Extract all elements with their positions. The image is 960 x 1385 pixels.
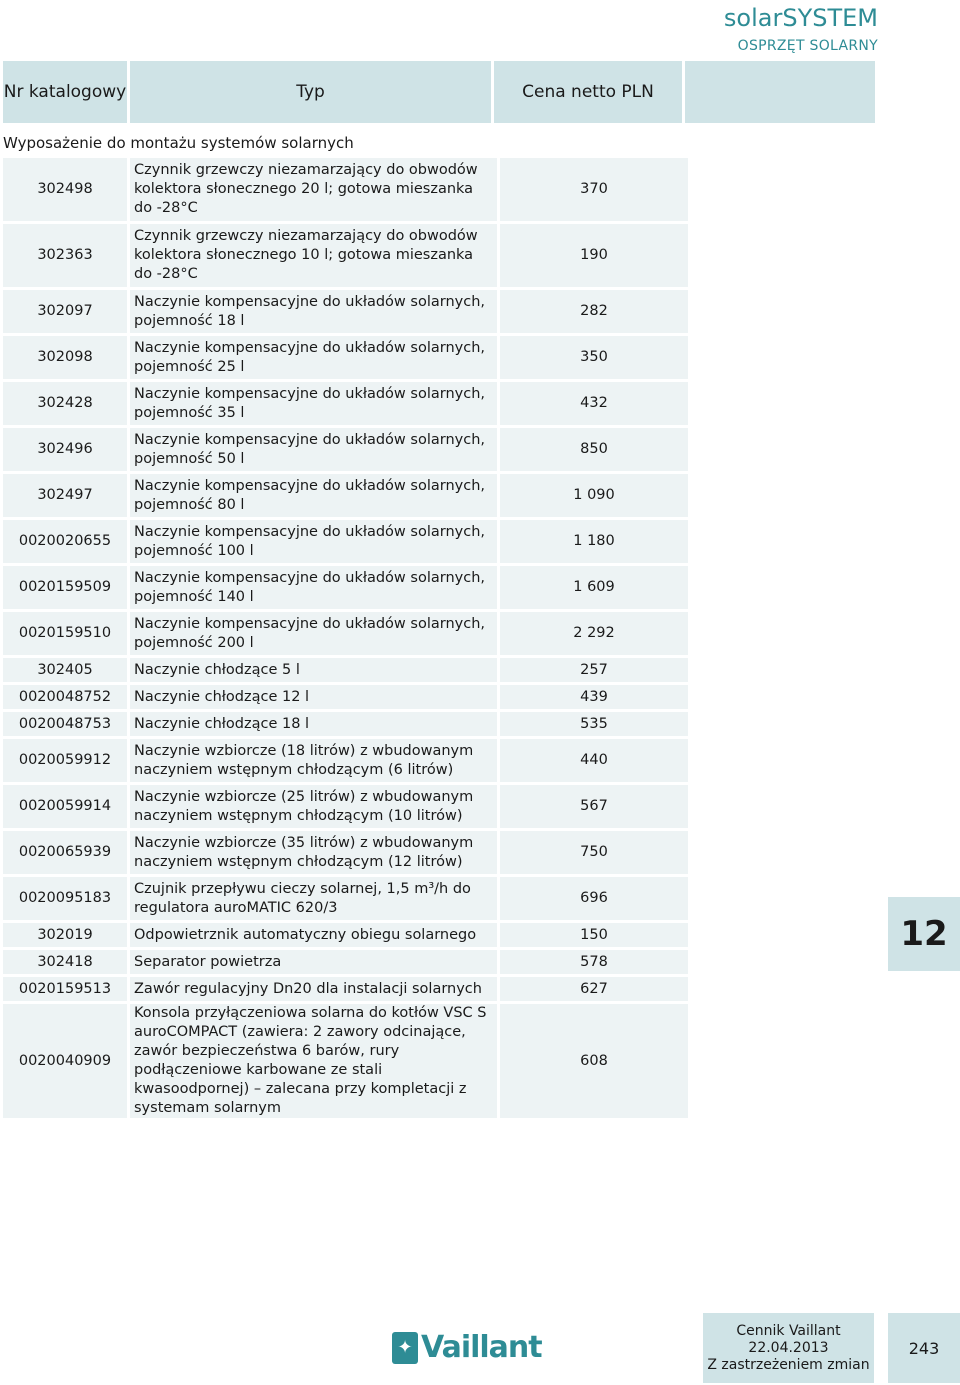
cell-nr: 0020095183 [3,877,130,920]
cell-typ: Czujnik przepływu cieczy solarnej, 1,5 m³/h do regulatora auroMATIC 620/3 [130,877,500,920]
cell-cena: 439 [500,685,688,709]
cell-nr: 0020020655 [3,520,130,563]
cell-cena: 257 [500,658,688,682]
cell-typ: Naczynie kompensacyjne do układów solarnych, pojemność 80 l [130,474,500,517]
cell-nr: 0020059914 [3,785,130,828]
vaillant-logo [392,1330,542,1365]
cell-typ: Naczynie chłodzące 12 l [130,685,500,709]
logo-text: Vaillant [421,1330,542,1365]
cell-cena: 282 [500,290,688,333]
cell-cena: 1 180 [500,520,688,563]
cell-cena: 850 [500,428,688,471]
cell-nr: 302497 [3,474,130,517]
cell-nr: 302098 [3,336,130,379]
cell-nr: 302097 [3,290,130,333]
table-row [3,877,688,920]
table-row [3,831,688,874]
cell-typ: Czynnik grzewczy niezamarzający do obwodów kolektora słonecznego 10 l; gotowa mieszanka do -28°C [130,224,500,287]
cell-typ: Naczynie wzbiorcze (25 litrów) z wbudowanym naczyniem wstępnym chłodzącym (10 litrów) [130,785,500,828]
cell-cena: 567 [500,785,688,828]
header-nr: Nr katalogowy [3,61,127,123]
table-row [3,1004,688,1118]
chapter-tab: 12 [888,897,960,971]
cell-cena: 440 [500,739,688,782]
cell-typ: Zawór regulacyjny Dn20 dla instalacji solarnych [130,977,500,1001]
cell-nr: 302418 [3,950,130,974]
footer-line1: Cennik Vaillant [736,1322,841,1339]
cell-nr: 302496 [3,428,130,471]
table-row [3,566,688,609]
cell-nr: 0020059912 [3,739,130,782]
cell-typ: Konsola przyłączeniowa solarna do kotłów VSC S auroCOMPACT (zawiera: 2 zawory odcinające, zawór bezpieczeństwa 6 barów, rury podłączeniowe karbowane ze stali kwasoodpornej) – zalecana przy kompletacji z systemam solarnym [130,1004,500,1118]
cell-cena: 2 292 [500,612,688,655]
cell-nr: 302428 [3,382,130,425]
cell-nr: 0020040909 [3,1004,130,1118]
table-row [3,712,688,736]
cell-cena: 696 [500,877,688,920]
cell-cena: 350 [500,336,688,379]
cell-typ: Odpowietrznik automatyczny obiegu solarnego [130,923,500,947]
cell-typ: Naczynie wzbiorcze (35 litrów) z wbudowanym naczyniem wstępnym chłodzącym (12 litrów) [130,831,500,874]
table-row [3,336,688,379]
cell-nr: 302405 [3,658,130,682]
brand-header [724,4,878,54]
cell-cena: 608 [500,1004,688,1118]
cell-cena: 535 [500,712,688,736]
table-row [3,224,688,287]
cell-cena: 150 [500,923,688,947]
section-title: Wyposażenie do montażu systemów solarnych [3,134,354,152]
cell-cena: 1 609 [500,566,688,609]
cell-nr: 302019 [3,923,130,947]
cell-typ: Czynnik grzewczy niezamarzający do obwodów kolektora słonecznego 20 l; gotowa mieszanka do -28°C [130,158,500,221]
cell-cena: 1 090 [500,474,688,517]
table-row [3,428,688,471]
table-row [3,382,688,425]
footer-line3: Z zastrzeżeniem zmian [707,1356,870,1373]
cell-nr: 0020159510 [3,612,130,655]
cell-cena: 750 [500,831,688,874]
cell-nr: 302363 [3,224,130,287]
cell-typ: Naczynie kompensacyjne do układów solarnych, pojemność 50 l [130,428,500,471]
table-row [3,950,688,974]
table-row [3,977,688,1001]
cell-typ: Naczynie chłodzące 18 l [130,712,500,736]
rabbit-logo-icon: ✦ [392,1332,418,1364]
header-cena: Cena netto PLN [494,61,682,123]
cell-cena: 627 [500,977,688,1001]
cell-cena: 578 [500,950,688,974]
table-row [3,520,688,563]
cell-typ: Naczynie kompensacyjne do układów solarnych, pojemność 100 l [130,520,500,563]
table-header [3,61,875,123]
cell-typ: Naczynie kompensacyjne do układów solarnych, pojemność 35 l [130,382,500,425]
cell-typ: Naczynie kompensacyjne do układów solarnych, pojemność 25 l [130,336,500,379]
header-blank [685,61,875,123]
footer-info [703,1313,874,1383]
table-row [3,612,688,655]
brand-subtitle: OSPRZĘT SOLARNY [737,38,878,54]
page-number: 243 [888,1313,960,1383]
cell-typ: Naczynie kompensacyjne do układów solarnych, pojemność 200 l [130,612,500,655]
cell-nr: 0020065939 [3,831,130,874]
cell-nr: 0020048752 [3,685,130,709]
cell-typ: Naczynie kompensacyjne do układów solarnych, pojemność 140 l [130,566,500,609]
cell-typ: Separator powietrza [130,950,500,974]
cell-cena: 432 [500,382,688,425]
table-row [3,474,688,517]
cell-typ: Naczynie wzbiorcze (18 litrów) z wbudowanym naczyniem wstępnym chłodzącym (6 litrów) [130,739,500,782]
brand-title: solarSYSTEM [723,4,878,32]
cell-nr: 0020159513 [3,977,130,1001]
cell-cena: 190 [500,224,688,287]
table-row [3,158,688,221]
table-row [3,658,688,682]
footer-line2: 22.04.2013 [748,1339,829,1356]
table-row [3,290,688,333]
table-row [3,685,688,709]
table-row [3,739,688,782]
cell-nr: 302498 [3,158,130,221]
cell-typ: Naczynie kompensacyjne do układów solarnych, pojemność 18 l [130,290,500,333]
cell-cena: 370 [500,158,688,221]
cell-nr: 0020159509 [3,566,130,609]
cell-typ: Naczynie chłodzące 5 l [130,658,500,682]
price-table [3,155,688,1121]
table-row [3,785,688,828]
cell-nr: 0020048753 [3,712,130,736]
header-typ: Typ [130,61,491,123]
table-row [3,923,688,947]
